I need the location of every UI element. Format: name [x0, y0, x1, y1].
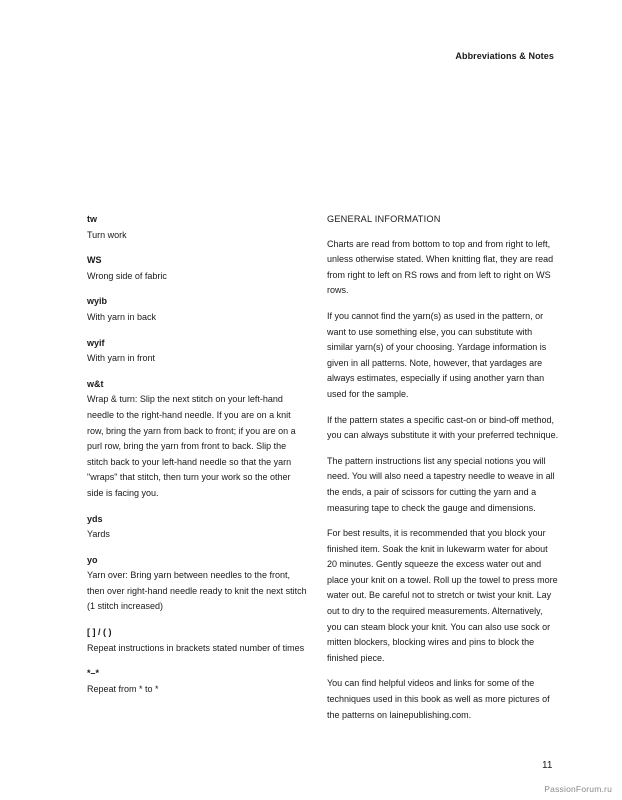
abbreviation-entry: [87, 336, 309, 367]
abbreviation-term: yds: [87, 513, 103, 524]
running-header: Abbreviations & Notes: [455, 51, 554, 61]
paragraph: If the pattern states a specific cast-on or bind-off method, you can always substitute it with your preferred technique.: [327, 414, 559, 441]
abbreviation-definition: With yarn in front: [87, 353, 156, 364]
abbreviation-term: yo: [87, 554, 98, 565]
abbreviation-entry: [87, 294, 309, 325]
paragraph: You can find helpful videos and links for some of the techniques used in this book as well as more pictures of the patterns on lainepublishing.com.: [327, 678, 550, 720]
paragraph: If you cannot find the yarn(s) as used in the pattern, or want to use something else, you can substitute with similar yarn(s) of your choosing. Yardage information is given in all patterns. Note, however, that yardages are always estimates, especially if using another yarn than used for the sample.: [327, 310, 547, 399]
abbreviation-term: tw: [87, 214, 97, 224]
abbreviation-definition: Yarn over: Bring yarn between needles to the front, then over right-hand needle ready to knit the next stitch (1 stitch increased): [87, 570, 307, 612]
abbreviation-term: *–*: [87, 668, 100, 679]
abbreviation-entry: [87, 512, 309, 543]
abbreviation-definition: With yarn in back: [87, 311, 157, 322]
abbreviation-term: wyif: [87, 337, 105, 348]
abbreviation-term: wyib: [87, 296, 108, 307]
abbreviation-entry: [87, 666, 309, 697]
abbreviation-definition: Repeat instructions in brackets stated number of times: [87, 642, 305, 653]
abbreviation-term: [ ] / ( ): [87, 627, 112, 638]
general-information-section: [327, 212, 559, 733]
abbreviation-entry: [87, 377, 309, 502]
paragraph: For best results, it is recommended that you block your finished item. Soak the knit in lukewarm water for about 20 minutes. Gently squeeze the excess water out and place your knit on a towel. Roll up the towel to press more water out. Be careful not to stretch or twist your knit. Lay out to dry to the required measurements. Alternatively, you can steam block your knit. You can also use sock or mitten blockers, blocking wires and pins to block the finished piece.: [327, 528, 558, 663]
abbreviation-definition: Repeat from * to *: [87, 683, 159, 694]
paragraph: Charts are read from bottom to top and from right to left, unless otherwise stated. When knitting flat, they are read from right to left on RS rows and from left to right on WS rows.: [327, 238, 554, 296]
abbreviations-list: [87, 212, 309, 707]
abbreviation-definition: Wrap & turn: Slip the next stitch on your left-hand needle to the right-hand needle. If you are on a knit row, bring the yarn from back to front; if you are on a purl row, bring the yarn from front to back. Slip the stitch back to your left-hand needle so that the yarn "wraps" that stitch, then turn your work so the other side is facing you.: [87, 394, 296, 498]
abbreviation-term: w&t: [87, 378, 104, 389]
abbreviation-entry: [87, 253, 309, 284]
abbreviation-definition: Turn work: [87, 229, 127, 240]
abbreviation-definition: Yards: [87, 529, 110, 540]
abbreviation-term: WS: [87, 255, 102, 266]
abbreviation-entry: [87, 625, 309, 656]
page-number: 11: [542, 760, 553, 771]
abbreviation-entry: [87, 553, 309, 615]
section-title: GENERAL INFORMATION: [327, 214, 441, 224]
abbreviation-entry: [87, 212, 309, 243]
watermark: PassionForum.ru: [544, 784, 612, 794]
abbreviation-definition: Wrong side of fabric: [87, 270, 167, 281]
paragraph: The pattern instructions list any special notions you will need. You will also need a tapestry needle to weave in all the ends, a pair of scissors for cutting the yarn and a measuring tape to check the gauge and dimensions.: [327, 455, 555, 513]
